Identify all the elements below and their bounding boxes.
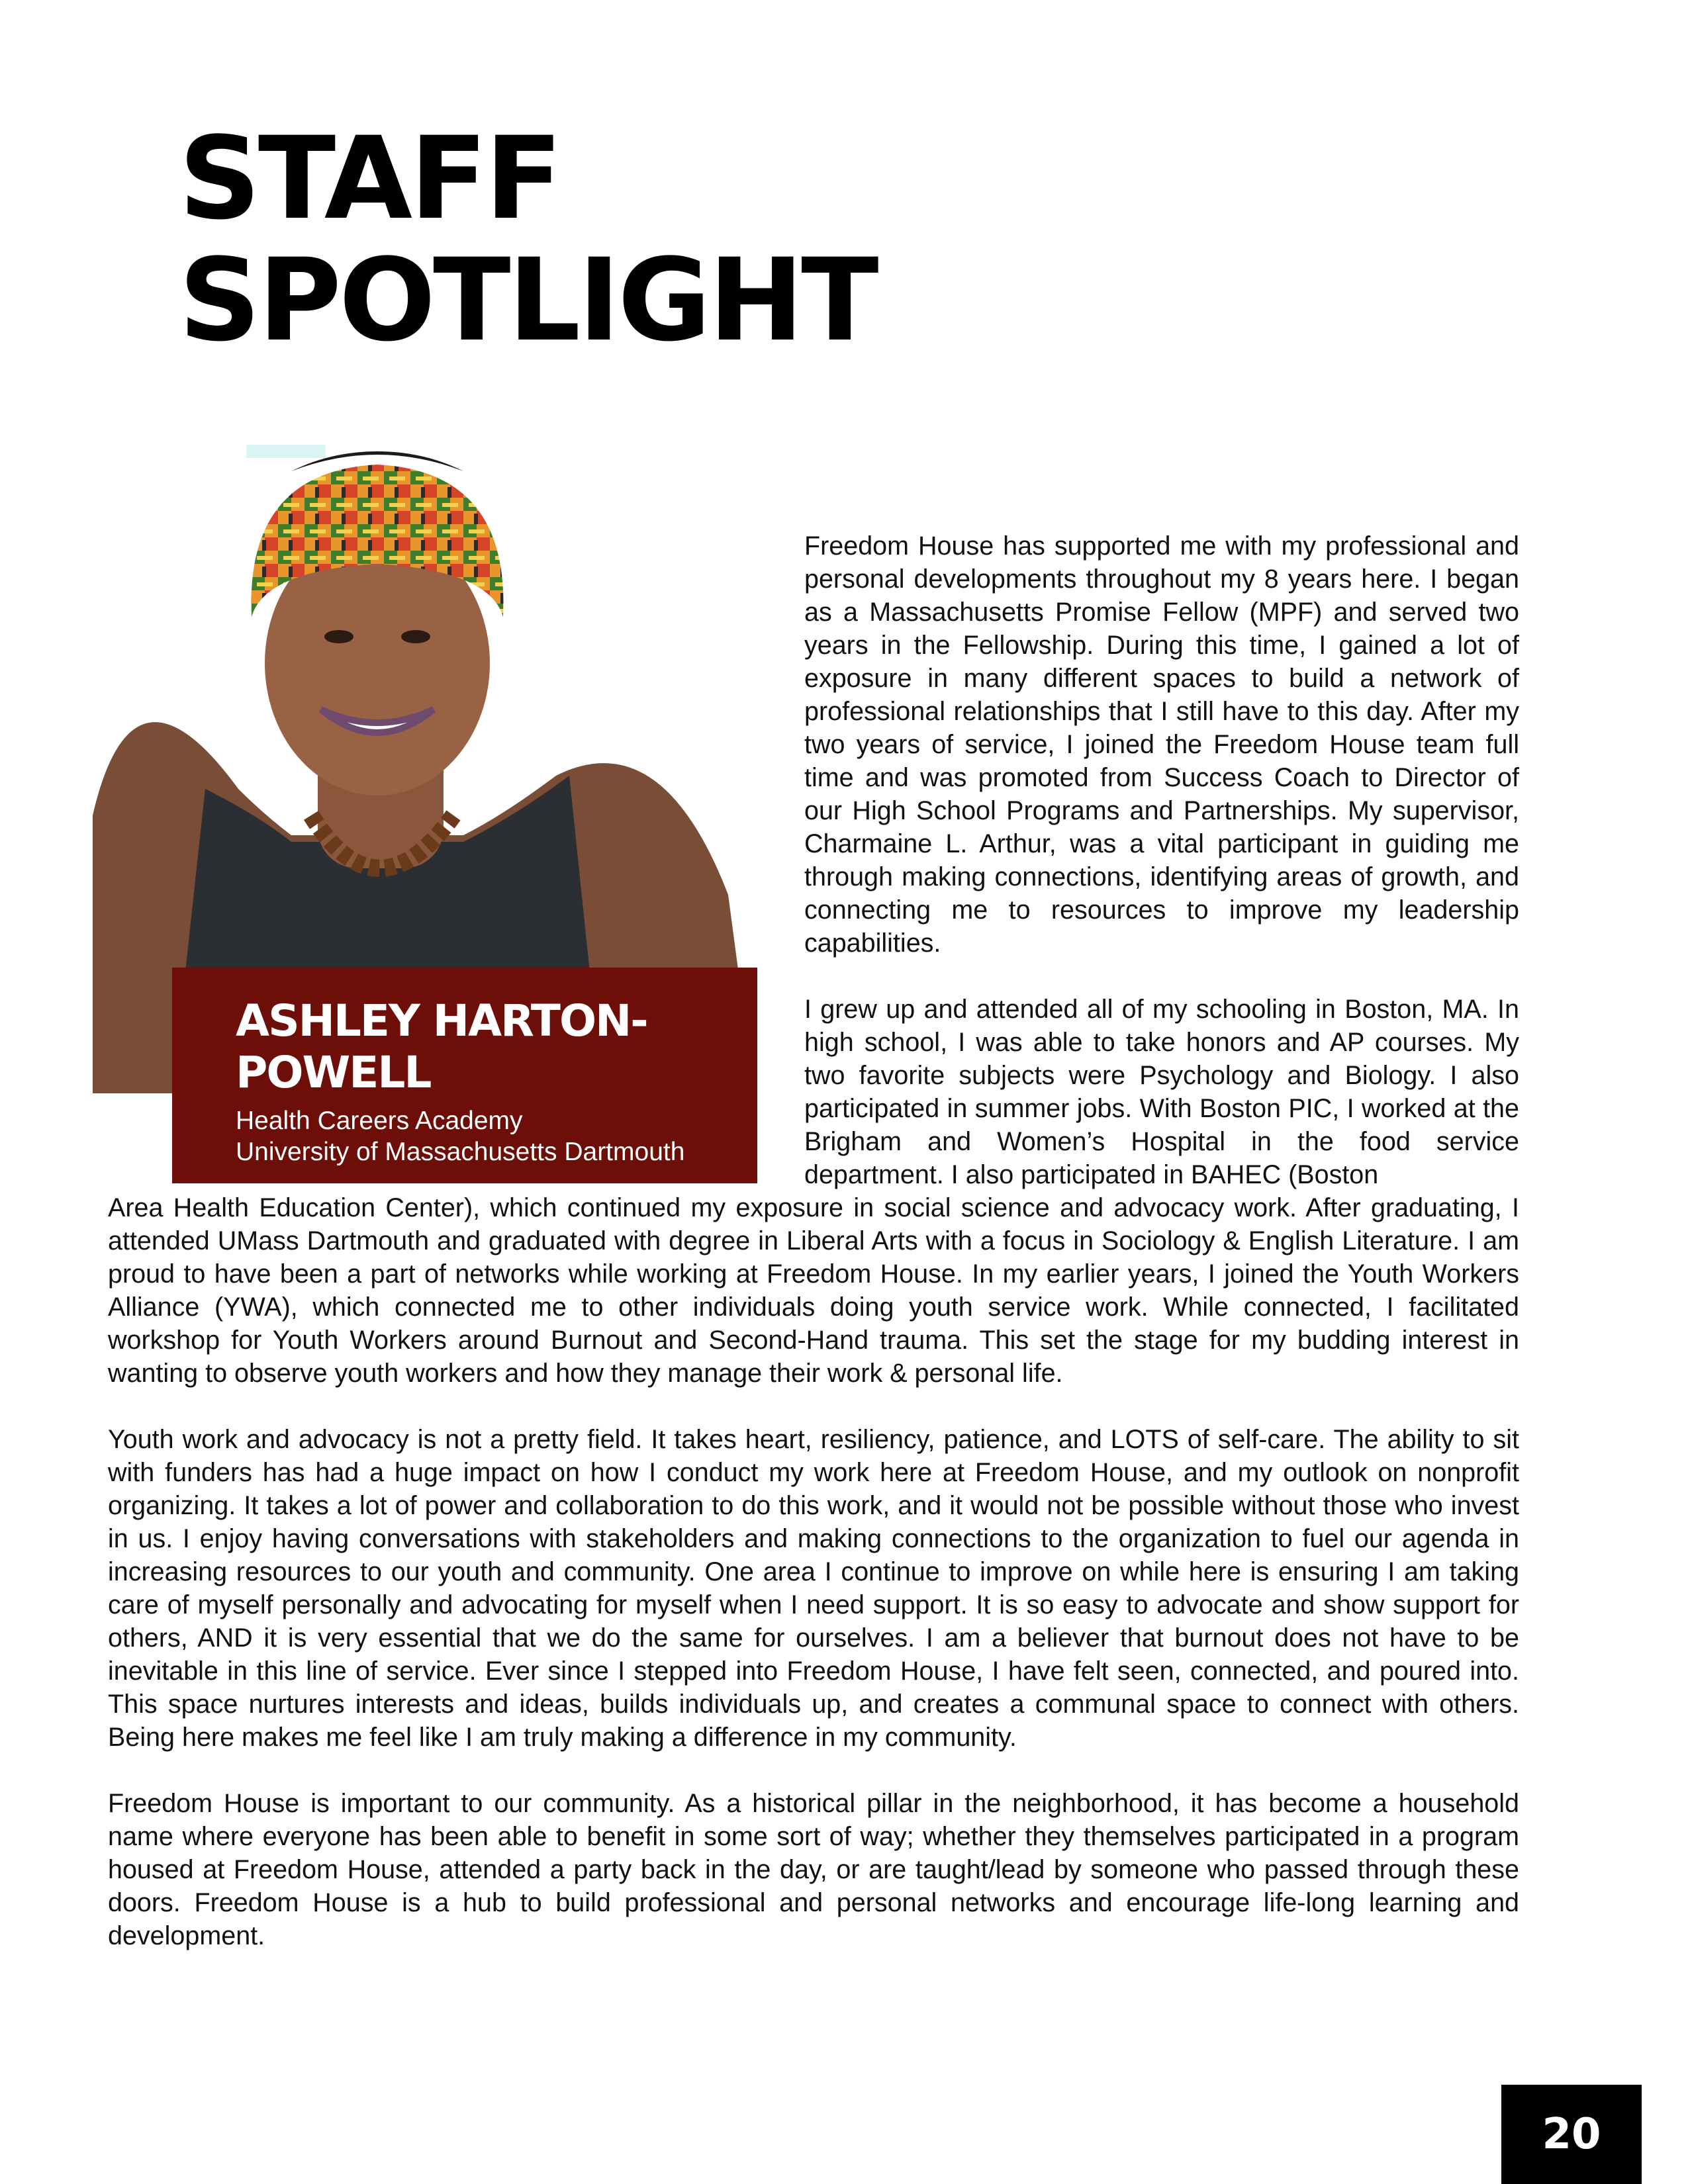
- article-paragraph-4: Freedom House is important to our community. As a historical pillar in the neighborhood, it has become a household name where everyone has been able to benefit in some sort of way; whether they themselves participated in a program housed at Freedom House, attended a party back in the day, or are taught/lead by someone who passed through these doors. Freedom House is a hub to build professional and personal networks and encourage life-long learning and development.: [108, 1789, 1519, 1950]
- page-number: 20: [1501, 2085, 1642, 2184]
- article-full-column: [108, 1191, 1519, 1985]
- profile-name: [236, 995, 731, 1099]
- profile-name-line-2: POWELL: [236, 1047, 431, 1098]
- profile-school: University of Massachusetts Dartmouth: [236, 1138, 685, 1166]
- article-paragraph-2-start: I grew up and attended all of my schooling in Boston, MA. In high school, I was able to take honors and AP courses. My two favorite subjects were Psychology and Biology. I also participated in summer jobs. With Boston PIC, I worked at the Brigham and Women’s Hospital in the food service department. I also participated in BAHEC (Boston: [804, 995, 1519, 1189]
- title-line-2: SPOTLIGHT: [179, 234, 876, 367]
- profile-name-line-1: ASHLEY HARTON-: [236, 995, 647, 1046]
- title-line-1: STAFF: [179, 112, 560, 245]
- profile-program: Health Careers Academy: [236, 1107, 523, 1135]
- article-paragraph-2-continued: Area Health Education Center), which continued my exposure in social science and advocacy work. After graduating, I attended UMass Dartmouth and graduated with degree in Liberal Arts with a focus in Sociology & English Literature. I am proud to have been a part of networks while working at Freedom House. In my earlier years, I joined the Youth Workers Alliance (YWA), which connected me to other individuals doing youth service work. While connected, I facilitated workshop for Youth Workers around Burnout and Second-Hand trauma. This set the stage for my budding interest in wanting to observe youth workers and how they manage their work & personal life.: [108, 1193, 1519, 1388]
- article-right-column: [804, 529, 1519, 1191]
- article-paragraph-1: Freedom House has supported me with my professional and personal developments throughout my 8 years here. I began as a Massachusetts Promise Fellow (MPF) and served two years in the Fellowship. During this time, I gained a lot of exposure in many different spaces to build a network of professional relationships that I still have to this day. After my two years of service, I joined the Freedom House team full time and was promoted from Success Coach to Director of our High School Programs and Partnerships. My supervisor, Charmaine L. Arthur, was a vital participant in guiding me through making connections, identifying areas of growth, and connecting me to resources to improve my leadership capabilities.: [804, 531, 1519, 958]
- profile-name-card: [172, 968, 757, 1183]
- article-paragraph-3: Youth work and advocacy is not a pretty field. It takes heart, resiliency, patience, and LOTS of self-care. The ability to sit with funders has had a huge impact on how I conduct my work here at Freedom House, and my outlook on nonprofit organizing. It takes a lot of power and collaboration to do this work, and it would not be possible without those who invest in us. I enjoy having conversations with stakeholders and making connections to the organization to fuel our agenda in increasing resources to our youth and community. One area I continue to improve on while here is ensuring I am taking care of myself personally and advocating for myself when I need support. It is so easy to advocate and show support for others, AND it is very essential that we do the same for ourselves. I am a believer that burnout does not have to be inevitable in this line of service. Ever since I stepped into Freedom House, I have felt seen, connected, and poured into. This space nurtures interests and ideas, builds individuals up, and creates a communal space to connect with others. Being here makes me feel like I am truly making a difference in my community.: [108, 1425, 1519, 1752]
- page-title: [179, 112, 876, 367]
